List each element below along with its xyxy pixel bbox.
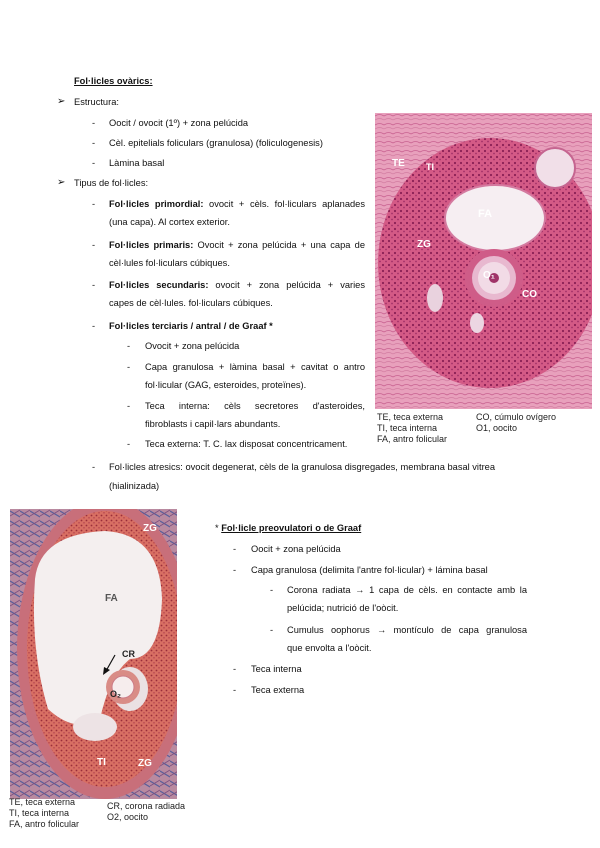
label-ti: TI	[97, 757, 106, 768]
list-item: que envolta a l'oòcit.	[287, 643, 372, 653]
list-item: Teca externa: T. C. lax disposat concentricament.	[145, 439, 348, 449]
label-ti: TI	[426, 162, 434, 172]
image-caption: CO, cúmulo ovígero O1, oocito	[476, 412, 557, 433]
dash-bullet-icon: -	[127, 401, 131, 411]
follicle-type	[109, 198, 365, 211]
list-item: Oocit / ovocit (1º) + zona pelúcida	[109, 118, 249, 128]
dash-bullet-icon: -	[127, 439, 131, 449]
follicle-type-desc: capes de cèl·lules. fol·liculars cúbiques.	[109, 298, 273, 308]
list-item: Teca interna: cèls secretores d'asteroides,	[145, 401, 365, 411]
list-item: Làmina basal	[109, 158, 165, 168]
histology-image-graaf-follicle	[10, 509, 177, 799]
histology-illustration	[375, 113, 592, 409]
list-item: Teca interna	[251, 664, 302, 674]
follicle-type-name: Fol·licles primaris:	[109, 240, 194, 250]
dash-bullet-icon: -	[92, 199, 96, 209]
label-fa: FA	[478, 208, 493, 220]
label-o1: O₁	[483, 270, 495, 281]
list-item: Corona radiata → 1 capa de cèls. en contacte amb la	[287, 585, 527, 595]
list-item: fibroblasts i capil·lars abundants.	[145, 419, 281, 429]
label-cr: CR	[122, 649, 135, 659]
label-te: TE	[392, 158, 405, 169]
image-caption: TE, teca externa TI, teca interna FA, antro folicular	[377, 412, 448, 444]
follicle-type-name: Fol·licles terciaris / antral / de Graaf *	[109, 321, 273, 331]
label-zg-top: ZG	[143, 523, 157, 534]
dash-bullet-icon: -	[233, 685, 237, 695]
graaf-title	[215, 522, 361, 535]
dash-bullet-icon: -	[233, 544, 237, 554]
list-item: Cumulus oophorus → montículo de capa granulosa	[287, 625, 527, 635]
dash-bullet-icon: -	[233, 565, 237, 575]
follicle-type: Fol·licles atresics: ovocit degenerat, cèls de la granulosa disgregades, membrana basal vitrea	[109, 462, 496, 472]
section-label: Estructura:	[74, 97, 119, 107]
follicle-type-desc: (una capa). Al cortex exterior.	[109, 217, 230, 227]
graaf-title-text: Fol·licle preovulatori o de Graaf	[221, 523, 362, 533]
list-item: pelúcida; nutrició de l'oòcit.	[287, 603, 399, 613]
follicle-type	[109, 279, 365, 292]
label-o2: O₂	[110, 689, 121, 699]
histology-image-tertiary-follicle	[375, 113, 592, 409]
follicle-type-desc: ovocit + cèls. fol·liculars aplanades	[203, 199, 366, 209]
label-zg-bottom: ZG	[138, 758, 152, 769]
follicle-type-name: Fol·licles primordial:	[109, 199, 204, 209]
dash-bullet-icon: -	[92, 138, 96, 148]
list-item: Capa granulosa + làmina basal + cavitat o antro	[145, 362, 365, 372]
arrow-bullet-icon: ➢	[57, 177, 66, 188]
image-caption: CR, corona radiada O2, oocito	[107, 801, 186, 822]
dash-bullet-icon: -	[127, 341, 131, 351]
image-caption: TE, teca externa TI, teca interna FA, antro folicular	[9, 797, 80, 829]
dash-bullet-icon: -	[92, 462, 96, 472]
dash-bullet-icon: -	[127, 362, 131, 372]
follicle-type-desc: Ovocit + zona pelúcida + una capa de	[193, 240, 365, 250]
graaf-title-star: *	[215, 523, 222, 533]
follicle-type-desc: cèl·lules fol·liculars cúbiques.	[109, 258, 230, 268]
list-item: fol·licular (GAG, esteroides, proteïnes).	[145, 380, 307, 390]
list-item: Ovocit + zona pelúcida	[145, 341, 240, 351]
dash-bullet-icon: -	[92, 321, 96, 331]
dash-bullet-icon: -	[270, 585, 274, 595]
page-title: Fol·licles ovàrics:	[74, 76, 153, 86]
dash-bullet-icon: -	[92, 158, 96, 168]
label-zg: ZG	[417, 239, 431, 250]
arrow-bullet-icon: ➢	[57, 96, 66, 107]
follicle-type-desc: ovocit + zona pelúcida + varies	[208, 280, 365, 290]
dash-bullet-icon: -	[92, 240, 96, 250]
follicle-type	[109, 239, 365, 252]
label-fa: FA	[105, 593, 118, 604]
follicle-type: (hialinizada)	[109, 481, 160, 491]
list-item: Capa granulosa (delimita l'antre fol·licular) + lámina basal	[251, 565, 488, 575]
dash-bullet-icon: -	[233, 664, 237, 674]
dash-bullet-icon: -	[92, 118, 96, 128]
section-label: Tipus de fol·licles:	[74, 178, 149, 188]
list-item: Oocit + zona pelúcida	[251, 544, 341, 554]
dash-bullet-icon: -	[92, 280, 96, 290]
follicle-type-name: Fol·licles secundaris:	[109, 280, 209, 290]
label-co: CO	[522, 289, 537, 300]
list-item: Teca externa	[251, 685, 305, 695]
dash-bullet-icon: -	[270, 625, 274, 635]
histology-illustration	[10, 509, 177, 799]
list-item: Cèl. epitelials foliculars (granulosa) (foliculogenesis)	[109, 138, 323, 148]
